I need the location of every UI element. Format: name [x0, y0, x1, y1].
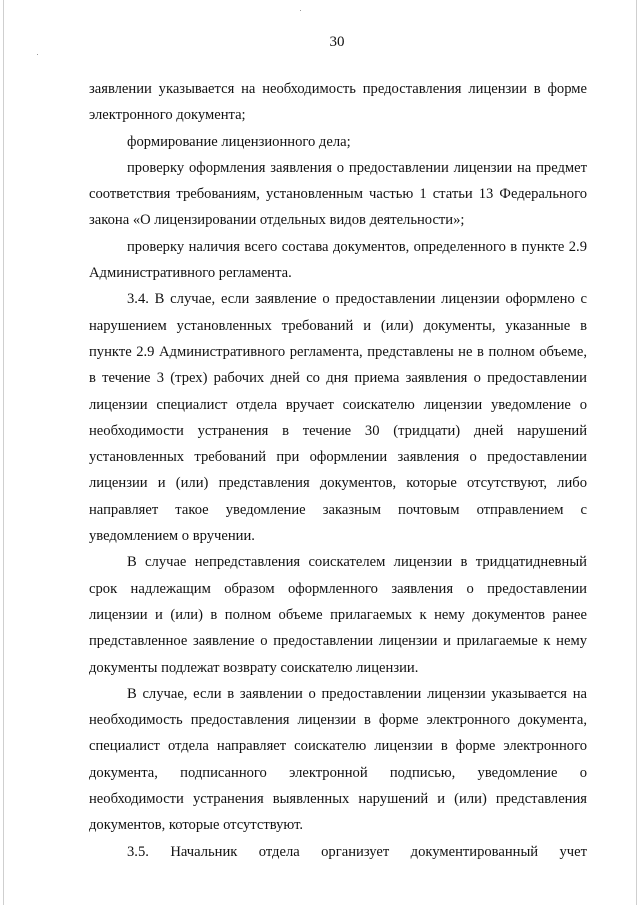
paragraph: проверку наличия всего состава документов, определенного в пункте 2.9 Административного регламента. — [89, 238, 587, 282]
page-edge-left — [3, 0, 4, 905]
scan-speck — [300, 10, 301, 11]
paragraph: 3.4. В случае, если заявление о предоставлении лицензии оформлено с нарушением установленных требований и (или) документы, указанные в пункте 2.9 Административного регламента, представлены не в полном объеме, в течение 3 (трех) рабочих дней со дня приема заявления о предоставлении лицензии специалист отдела вручает соискателю лицензии уведомление о необходимости устранения в течение 30 (тридцати) дней нарушений установленных требований при оформлении заявления о предоставлении лицензии и (или) представления документов, которые отсутствуют, либо направляет такое уведомление заказным почтовым отправлением с уведомлением о вручении. — [89, 291, 587, 545]
page-edge-right — [636, 0, 637, 905]
paragraph: проверку оформления заявления о предоставлении лицензии на предмет соответствия требованиям, установленным частью 1 статьи 13 Федерального закона «О лицензировании отдельных видов деятельности»; — [89, 159, 587, 229]
paragraph: 3.5. Начальник отдела организует документированный учет — [127, 843, 587, 860]
page-number: 30 — [329, 34, 345, 50]
paragraph: формирование лицензионного дела; — [127, 133, 351, 150]
document-body — [89, 76, 587, 865]
scan-speck — [37, 54, 38, 55]
paragraph: заявлении указывается на необходимость предоставления лицензии в форме электронного документа; — [89, 81, 587, 124]
paragraph: В случае непредставления соискателем лицензии в тридцатидневный срок надлежащим образом оформленного заявления о предоставлении лицензии и (или) в полном объеме прилагаемых к нему документов ранее представленное заявление о предоставлении лицензии и прилагаемые к нему документы подлежат возврату соискателю лицензии. — [89, 554, 587, 676]
paragraph: В случае, если в заявлении о предоставлении лицензии указывается на необходимость предоставления лицензии в форме электронного документа, специалист отдела направляет соискателю лицензии в форме электронного документа, подписанного электронной подписью, уведомление о необходимости устранения выявленных нарушений и (или) представления документов, которые отсутствуют. — [89, 685, 587, 834]
